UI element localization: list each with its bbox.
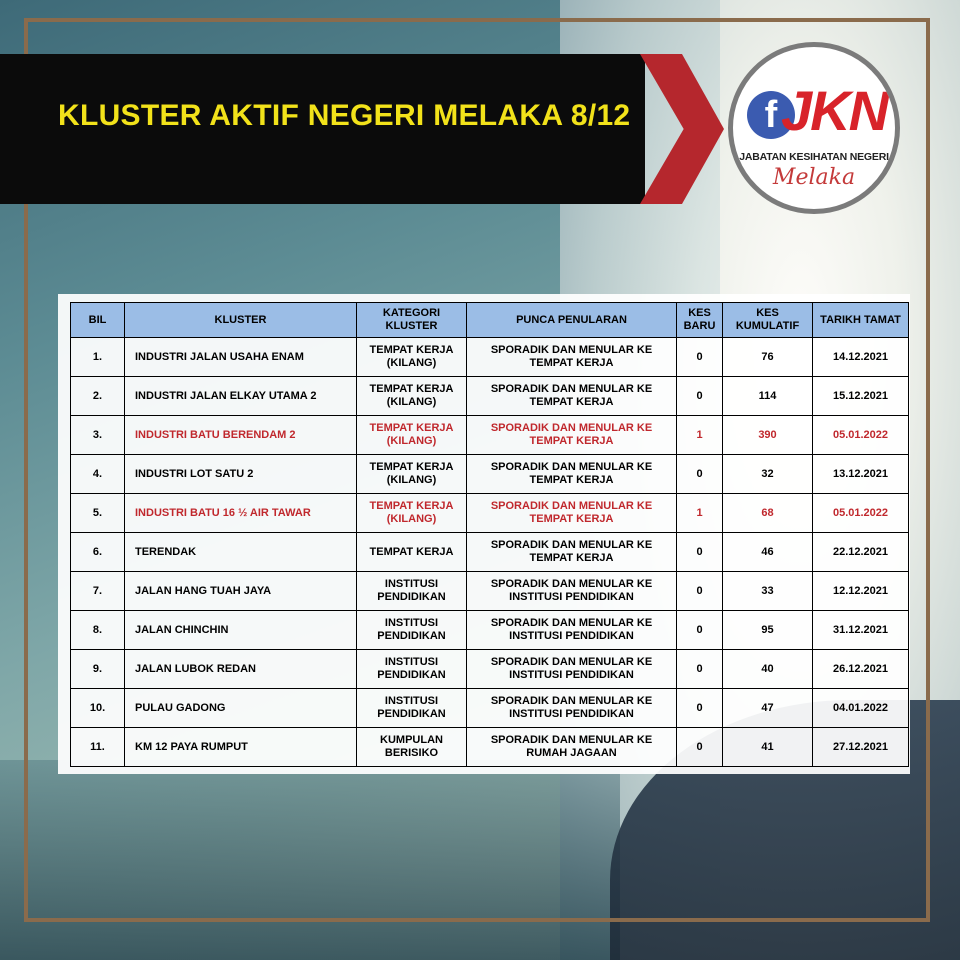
- cell-tarikh-tamat: 04.01.2022: [813, 689, 909, 728]
- cell-kluster: INDUSTRI BATU 16 ½ AIR TAWAR: [125, 494, 357, 533]
- column-header: PUNCA PENULARAN: [467, 303, 677, 338]
- cell-kes-kumulatif: 114: [723, 377, 813, 416]
- cell-kategori: INSTITUSI PENDIDIKAN: [357, 611, 467, 650]
- logo-abbr: JKN: [781, 79, 888, 142]
- table-header-row: [71, 303, 909, 338]
- cell-tarikh-tamat: 13.12.2021: [813, 455, 909, 494]
- table-row: [71, 377, 909, 416]
- cell-kluster: INDUSTRI LOT SATU 2: [125, 455, 357, 494]
- page-title: KLUSTER AKTIF NEGERI MELAKA 8/12: [58, 99, 631, 132]
- cell-tarikh-tamat: 05.01.2022: [813, 494, 909, 533]
- cell-kes-kumulatif: 76: [723, 338, 813, 377]
- table-row: [71, 416, 909, 455]
- cell-kes-kumulatif: 95: [723, 611, 813, 650]
- cell-kategori: TEMPAT KERJA: [357, 533, 467, 572]
- column-header: TARIKH TAMAT: [813, 303, 909, 338]
- column-header: KLUSTER: [125, 303, 357, 338]
- cell-kategori: TEMPAT KERJA (KILANG): [357, 455, 467, 494]
- cell-punca: SPORADIK DAN MENULAR KE TEMPAT KERJA: [467, 377, 677, 416]
- cell-kategori: TEMPAT KERJA (KILANG): [357, 416, 467, 455]
- cell-kategori: TEMPAT KERJA (KILANG): [357, 338, 467, 377]
- cell-kes-kumulatif: 47: [723, 689, 813, 728]
- cell-kategori: KUMPULAN BERISIKO: [357, 728, 467, 767]
- cluster-table: [70, 302, 909, 767]
- cell-kes-baru: 0: [677, 338, 723, 377]
- cell-tarikh-tamat: 27.12.2021: [813, 728, 909, 767]
- cell-bil: 9.: [71, 650, 125, 689]
- cell-bil: 2.: [71, 377, 125, 416]
- cell-punca: SPORADIK DAN MENULAR KE TEMPAT KERJA: [467, 338, 677, 377]
- cell-kategori: INSTITUSI PENDIDIKAN: [357, 650, 467, 689]
- cell-bil: 4.: [71, 455, 125, 494]
- table-row: [71, 611, 909, 650]
- cell-kategori: INSTITUSI PENDIDIKAN: [357, 572, 467, 611]
- cell-kes-baru: 0: [677, 533, 723, 572]
- cell-tarikh-tamat: 26.12.2021: [813, 650, 909, 689]
- cell-tarikh-tamat: 22.12.2021: [813, 533, 909, 572]
- cell-punca: SPORADIK DAN MENULAR KE TEMPAT KERJA: [467, 455, 677, 494]
- cell-kes-baru: 0: [677, 611, 723, 650]
- cell-kluster: TERENDAK: [125, 533, 357, 572]
- logo-subtitle: JABATAN KESIHATAN NEGERI: [739, 151, 889, 163]
- cell-kes-baru: 1: [677, 494, 723, 533]
- cell-kategori: TEMPAT KERJA (KILANG): [357, 494, 467, 533]
- cell-kes-baru: 0: [677, 650, 723, 689]
- cell-punca: SPORADIK DAN MENULAR KE INSTITUSI PENDIDIKAN: [467, 689, 677, 728]
- facebook-icon: f: [747, 91, 795, 139]
- cell-kes-baru: 0: [677, 689, 723, 728]
- cell-bil: 11.: [71, 728, 125, 767]
- cell-punca: SPORADIK DAN MENULAR KE INSTITUSI PENDIDIKAN: [467, 611, 677, 650]
- cell-kluster: JALAN CHINCHIN: [125, 611, 357, 650]
- table-row: [71, 572, 909, 611]
- table-row: [71, 728, 909, 767]
- cell-tarikh-tamat: 15.12.2021: [813, 377, 909, 416]
- table-row: [71, 650, 909, 689]
- cell-punca: SPORADIK DAN MENULAR KE INSTITUSI PENDIDIKAN: [467, 650, 677, 689]
- cell-kategori: INSTITUSI PENDIDIKAN: [357, 689, 467, 728]
- cell-punca: SPORADIK DAN MENULAR KE TEMPAT KERJA: [467, 494, 677, 533]
- cell-kes-kumulatif: 33: [723, 572, 813, 611]
- cell-punca: SPORADIK DAN MENULAR KE RUMAH JAGAAN: [467, 728, 677, 767]
- cell-kes-baru: 0: [677, 728, 723, 767]
- table-row: [71, 689, 909, 728]
- cell-bil: 6.: [71, 533, 125, 572]
- column-header: KATEGORI KLUSTER: [357, 303, 467, 338]
- table-row: [71, 338, 909, 377]
- cell-bil: 8.: [71, 611, 125, 650]
- cell-kluster: JALAN LUBOK REDAN: [125, 650, 357, 689]
- cell-bil: 10.: [71, 689, 125, 728]
- cell-kes-baru: 1: [677, 416, 723, 455]
- cell-kluster: PULAU GADONG: [125, 689, 357, 728]
- jkn-logo: [728, 42, 900, 214]
- cell-kluster: INDUSTRI BATU BERENDAM 2: [125, 416, 357, 455]
- table-row: [71, 455, 909, 494]
- table-row: [71, 494, 909, 533]
- cell-tarikh-tamat: 05.01.2022: [813, 416, 909, 455]
- cell-bil: 7.: [71, 572, 125, 611]
- cell-kluster: INDUSTRI JALAN USAHA ENAM: [125, 338, 357, 377]
- cell-bil: 1.: [71, 338, 125, 377]
- cell-kes-kumulatif: 390: [723, 416, 813, 455]
- cell-kluster: JALAN HANG TUAH JAYA: [125, 572, 357, 611]
- cell-punca: SPORADIK DAN MENULAR KE TEMPAT KERJA: [467, 533, 677, 572]
- table-row: [71, 533, 909, 572]
- cell-bil: 5.: [71, 494, 125, 533]
- column-header: KES BARU: [677, 303, 723, 338]
- cell-kes-kumulatif: 32: [723, 455, 813, 494]
- column-header: KES KUMULATIF: [723, 303, 813, 338]
- cell-kes-kumulatif: 68: [723, 494, 813, 533]
- cell-tarikh-tamat: 12.12.2021: [813, 572, 909, 611]
- cell-punca: SPORADIK DAN MENULAR KE INSTITUSI PENDIDIKAN: [467, 572, 677, 611]
- cell-kategori: TEMPAT KERJA (KILANG): [357, 377, 467, 416]
- cell-kluster: KM 12 PAYA RUMPUT: [125, 728, 357, 767]
- cell-kes-baru: 0: [677, 572, 723, 611]
- cell-kluster: INDUSTRI JALAN ELKAY UTAMA 2: [125, 377, 357, 416]
- cell-kes-baru: 0: [677, 377, 723, 416]
- cell-kes-kumulatif: 41: [723, 728, 813, 767]
- cell-bil: 3.: [71, 416, 125, 455]
- cell-kes-baru: 0: [677, 455, 723, 494]
- cell-tarikh-tamat: 31.12.2021: [813, 611, 909, 650]
- cell-kes-kumulatif: 46: [723, 533, 813, 572]
- cell-kes-kumulatif: 40: [723, 650, 813, 689]
- column-header: BIL: [71, 303, 125, 338]
- cell-punca: SPORADIK DAN MENULAR KE TEMPAT KERJA: [467, 416, 677, 455]
- cell-tarikh-tamat: 14.12.2021: [813, 338, 909, 377]
- logo-city: Melaka: [772, 165, 856, 190]
